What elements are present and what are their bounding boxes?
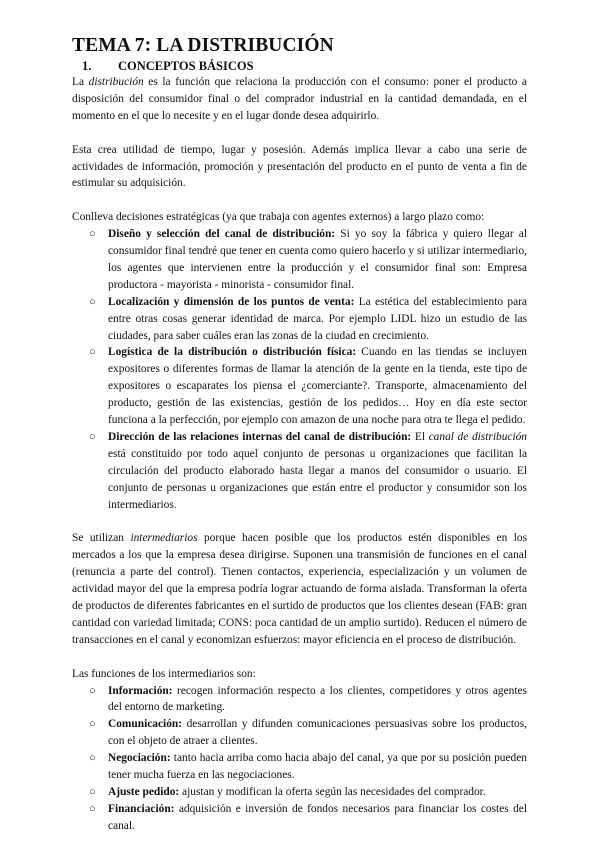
item-text: está constituido por todo aquel conjunto de personas u organizaciones que facilitan la circulación del producto elaborado hasta llegar a manos del consumidor o usuario. El conjunto de personas u organizaciones que están entre el productor y consumidor son los intermediarios. <box>108 447 527 511</box>
paragraph-functions-intro: Las funciones de los intermediarios son: <box>72 667 256 680</box>
item-term: Diseño y selección del canal de distribución: <box>108 228 336 241</box>
paragraph-intermediaries <box>72 530 527 648</box>
paragraph-utility: Esta crea utilidad de tiempo, lugar y posesión. Además implica llevar a cabo una serie de actividades de información, promoción y presentación del producto en el punto de venta a fin de estimular su adquisición. <box>72 143 527 190</box>
item-text: Cuando en las tiendas se incluyen expositores o diferentes formas de llamar la atención de la gente en la tienda, este tipo de expositores o escaparates los piensa el ¿comerciante?. Transporte, almacenamiento del producto, gestión de las existencias, gestión de los pedidos… Hoy en día este sector funciona a la perfección, por ejemplo con amazon de una noche para otra te llega el pedido. <box>108 346 527 427</box>
document-page <box>72 34 527 835</box>
paragraph-decisions-intro: Conlleva decisiones estratégicas (ya que trabaja con agentes externos) a largo plazo como: <box>72 211 485 224</box>
item-term: Dirección de las relaciones internas del canal de distribución: <box>108 431 412 443</box>
page-title: TEMA 7: LA DISTRIBUCIÓN <box>72 35 334 56</box>
item-term: Negociación: <box>108 752 171 765</box>
emphasis-intermediarios: intermediarios <box>130 532 198 545</box>
list-item <box>89 716 527 750</box>
section-heading <box>72 58 527 74</box>
item-text: Si yo soy la fábrica y quiero llegar al consumidor final tendré que tener en cuenta como quiero hacerlo y si utilizar intermediario, los agentes que intervienen entre la producción y el consumidor final son: Empresa productora - mayorista - minorista - consumidor final. <box>108 228 527 291</box>
list-item <box>89 294 527 345</box>
item-text: recogen información respecto a los clientes, competidores y otros agentes del entorno de marketing. <box>108 684 527 714</box>
item-text: La estética del establecimiento para entre otras cosas generar identidad de marca. Por ejemplo LIDL hizo un estudio de las ciudades, para saber cuáles eran las zonas de la ciudad en crecimiento. <box>108 295 527 342</box>
item-term: Financiación: <box>108 802 175 815</box>
list-item <box>89 750 527 784</box>
bullet-icon: ○ <box>89 346 96 359</box>
text-run: La <box>72 76 89 88</box>
bullet-icon: ○ <box>89 786 96 798</box>
text-run: Se utilizan <box>72 532 131 545</box>
item-term: Comunicación: <box>108 718 183 731</box>
item-term: Información: <box>108 684 173 697</box>
list-item <box>89 801 527 835</box>
text-run: es la función que relaciona la producción con el consumo: poner el producto a disposición del consumidor final o del comprador industrial en la cantidad demandada, en el momento en el que lo necesite y en el lugar donde desea adquirirlo. <box>72 76 527 122</box>
bullet-icon: ○ <box>89 718 96 731</box>
list-item <box>89 429 527 514</box>
paragraph-definition <box>72 74 527 125</box>
functions-list <box>72 683 527 835</box>
item-text: El <box>411 431 429 443</box>
bullet-icon: ○ <box>89 684 96 697</box>
list-item <box>89 226 527 294</box>
section-title: CONCEPTOS BÁSICOS <box>118 59 254 73</box>
section-number: 1. <box>82 59 92 73</box>
bullet-icon: ○ <box>89 228 96 241</box>
item-term: Ajuste pedido: <box>108 786 180 798</box>
item-text: tanto hacia arriba como hacia abajo del canal, ya que por su posición pueden tener mucha fuerza en las negociaciones. <box>108 752 527 782</box>
bullet-icon: ○ <box>89 431 96 443</box>
list-item <box>89 344 527 429</box>
text-run: porque hacen posible que los productos estén disponibles en los mercados a los que la empresa desea dirigirse. Suponen una transmisión de funciones en el canal (renuncia a parte del control). Tienen contactos, experiencia, especialización y un volumen de actividad mayor del que la empresa podría lograr actuando de forma aislada. Transforman la oferta de productos de diferentes fabricantes en el surtido de productos que los clientes desean (FAB: gran cantidad con variedad limitada; CONS: poca cantidad de un amplio surtido). Reducen el número de transacciones en el canal y economizan esfuerzos: mayor eficiencia en el proceso de distribución. <box>72 532 527 646</box>
item-term: Logística de la distribución o distribución física: <box>108 346 357 359</box>
item-text: ajustan y modifican la oferta según las necesidades del comprador. <box>179 786 486 798</box>
bullet-icon: ○ <box>89 295 96 308</box>
bullet-icon: ○ <box>89 752 96 765</box>
list-item <box>89 683 527 717</box>
emphasis-distribucion: distribución <box>88 76 144 88</box>
bullet-icon: ○ <box>89 802 96 815</box>
item-text: desarrollan y difunden comunicaciones persuasivas sobre los productos, con el objeto de atraer a clientes. <box>108 718 527 748</box>
decisions-list <box>72 226 527 513</box>
list-item <box>89 784 527 801</box>
emphasis-canal: canal de distribución <box>428 431 527 443</box>
item-term: Localización y dimensión de los puntos de venta: <box>108 295 355 308</box>
item-text: adquisición e inversión de fondos necesarios para financiar los costes del canal. <box>108 802 527 832</box>
